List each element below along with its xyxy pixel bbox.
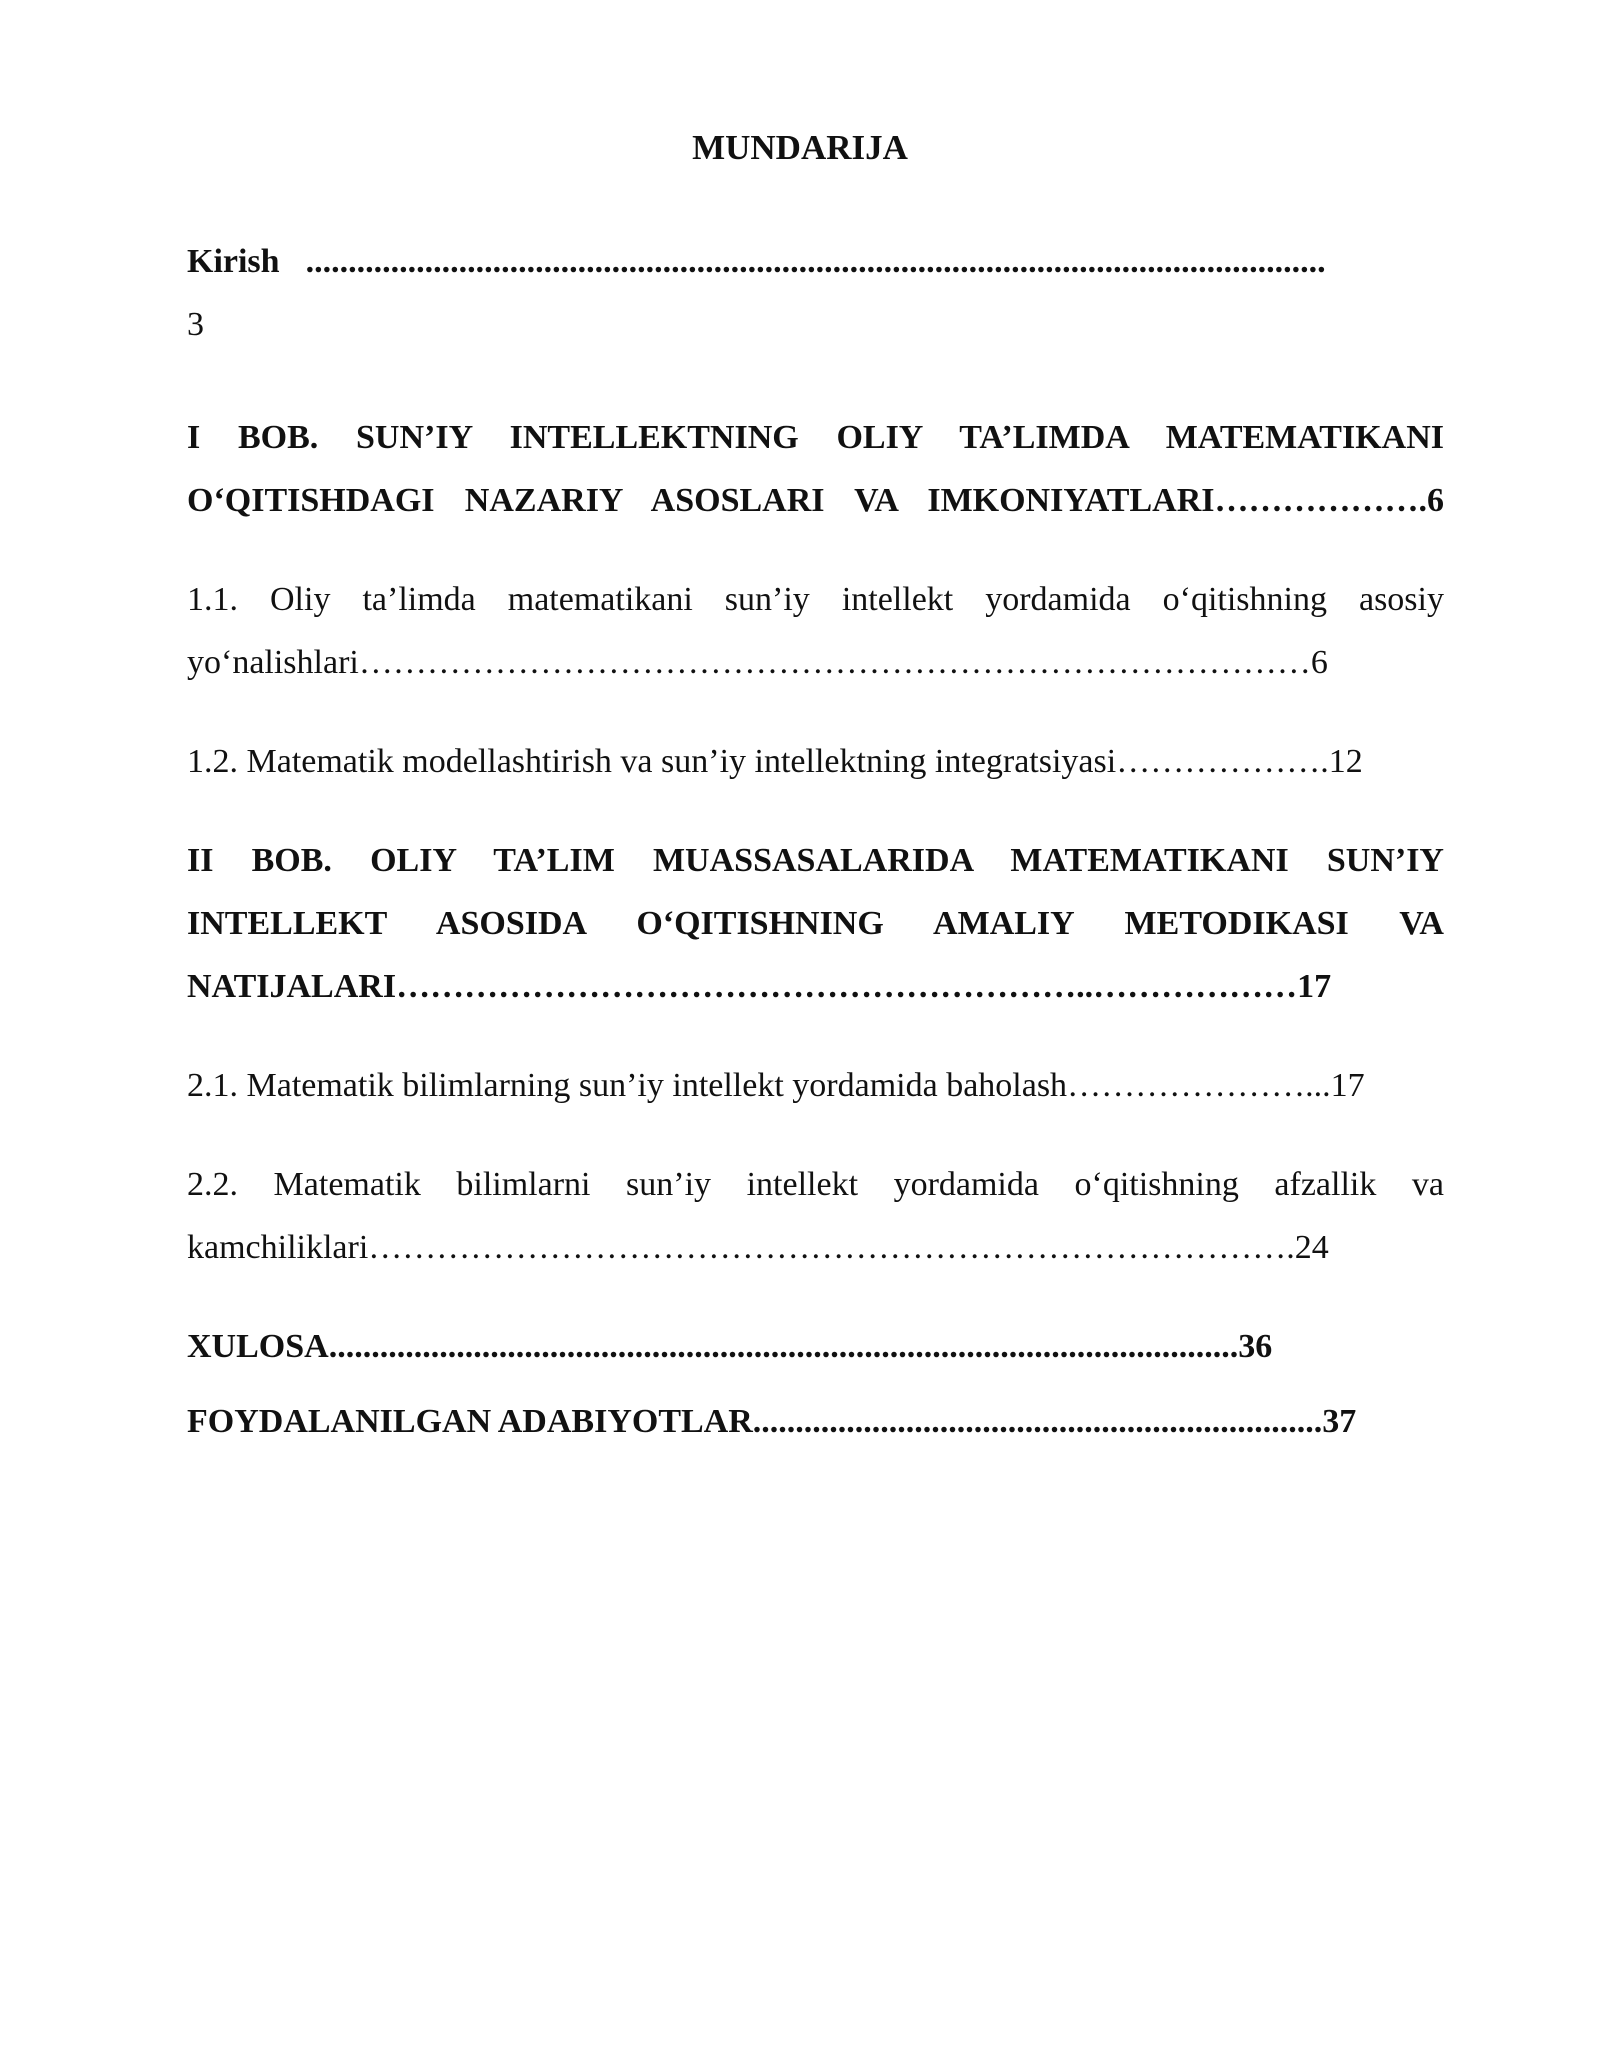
toc-entry-chapter-2 xyxy=(187,829,1444,1018)
toc-entry-section-1-1 xyxy=(187,568,1444,694)
toc-page-number: 17 xyxy=(1297,968,1332,1005)
toc-leader-dots: ........................................................................................................... xyxy=(328,1328,1239,1365)
toc-entry-text: Kirish xyxy=(187,243,280,280)
toc-leader-dots: …………………... xyxy=(1067,1067,1331,1104)
toc-entry-section-2-2 xyxy=(187,1153,1444,1279)
toc-leader-dots: ……………… xyxy=(1214,482,1419,519)
toc-page-number: 37 xyxy=(1322,1403,1357,1440)
table-of-contents xyxy=(187,230,1444,1453)
toc-leader-dots: ………………. xyxy=(1116,743,1329,780)
toc-leader-dots: ................................................................... xyxy=(752,1403,1323,1440)
toc-entry-text: FOYDALANILGAN ADABIYOTLAR xyxy=(187,1403,753,1440)
toc-entry-text: 2.2. Matematik bilimlarni sun’iy intellekt yordamida o‘qitishning afzallik va kamchiliklari xyxy=(187,1166,1444,1266)
toc-entry-text: 1.2. Matematik modellashtirish va sun’iy intellektning integratsiyasi xyxy=(187,743,1117,780)
toc-page-number: 3 xyxy=(187,306,204,343)
toc-leader-dots: ………………………………………………………………………… xyxy=(358,644,1311,681)
toc-leader-dots: ………………………………………………………………………. xyxy=(368,1229,1295,1266)
toc-page-number: 24 xyxy=(1294,1229,1329,1266)
toc-page-number: 17 xyxy=(1330,1067,1365,1104)
toc-entry-adabiyotlar xyxy=(187,1390,1444,1453)
toc-entry-text: 2.1. Matematik bilimlarning sun’iy intellekt yordamida baholash xyxy=(187,1067,1068,1104)
toc-leader-dots: ……………………………………………………..……………… xyxy=(396,968,1298,1005)
toc-entry-kirish xyxy=(187,230,1444,356)
toc-entry-section-1-2 xyxy=(187,730,1444,793)
toc-entry-text: I BOB. SUN’IY INTELLEKTNING OLIY TA’LIMDA MATEMATIKANI O‘QITISHDAGI NAZARIY ASOSLARI VA IMKONIYATLARI xyxy=(187,419,1444,519)
toc-page-number: 6 xyxy=(1310,644,1328,681)
toc-entry-text: II BOB. OLIY TA’LIM MUASSASALARIDA MATEMATIKANI SUN’IY INTELLEKT ASOSIDA O‘QITISHNING AMALIY METODIKASI VA NATIJALARI xyxy=(187,842,1444,1005)
toc-entry-text: 1.1. Oliy ta’limda matematikani sun’iy intellekt yordamida o‘qitishning asosiy yo‘nalishlari xyxy=(187,581,1444,681)
toc-leader-dots: ........................................................................................................................ xyxy=(305,243,1326,280)
toc-entry-section-2-1 xyxy=(187,1054,1444,1117)
toc-page-number: 12 xyxy=(1328,743,1363,780)
toc-page-number: 36 xyxy=(1238,1328,1273,1365)
toc-entry-xulosa xyxy=(187,1315,1444,1378)
toc-page-number: .6 xyxy=(1418,482,1444,519)
toc-entry-chapter-1 xyxy=(187,406,1444,532)
toc-entry-text: XULOSA xyxy=(187,1328,329,1365)
page-title: MUNDARIJA xyxy=(692,128,908,167)
